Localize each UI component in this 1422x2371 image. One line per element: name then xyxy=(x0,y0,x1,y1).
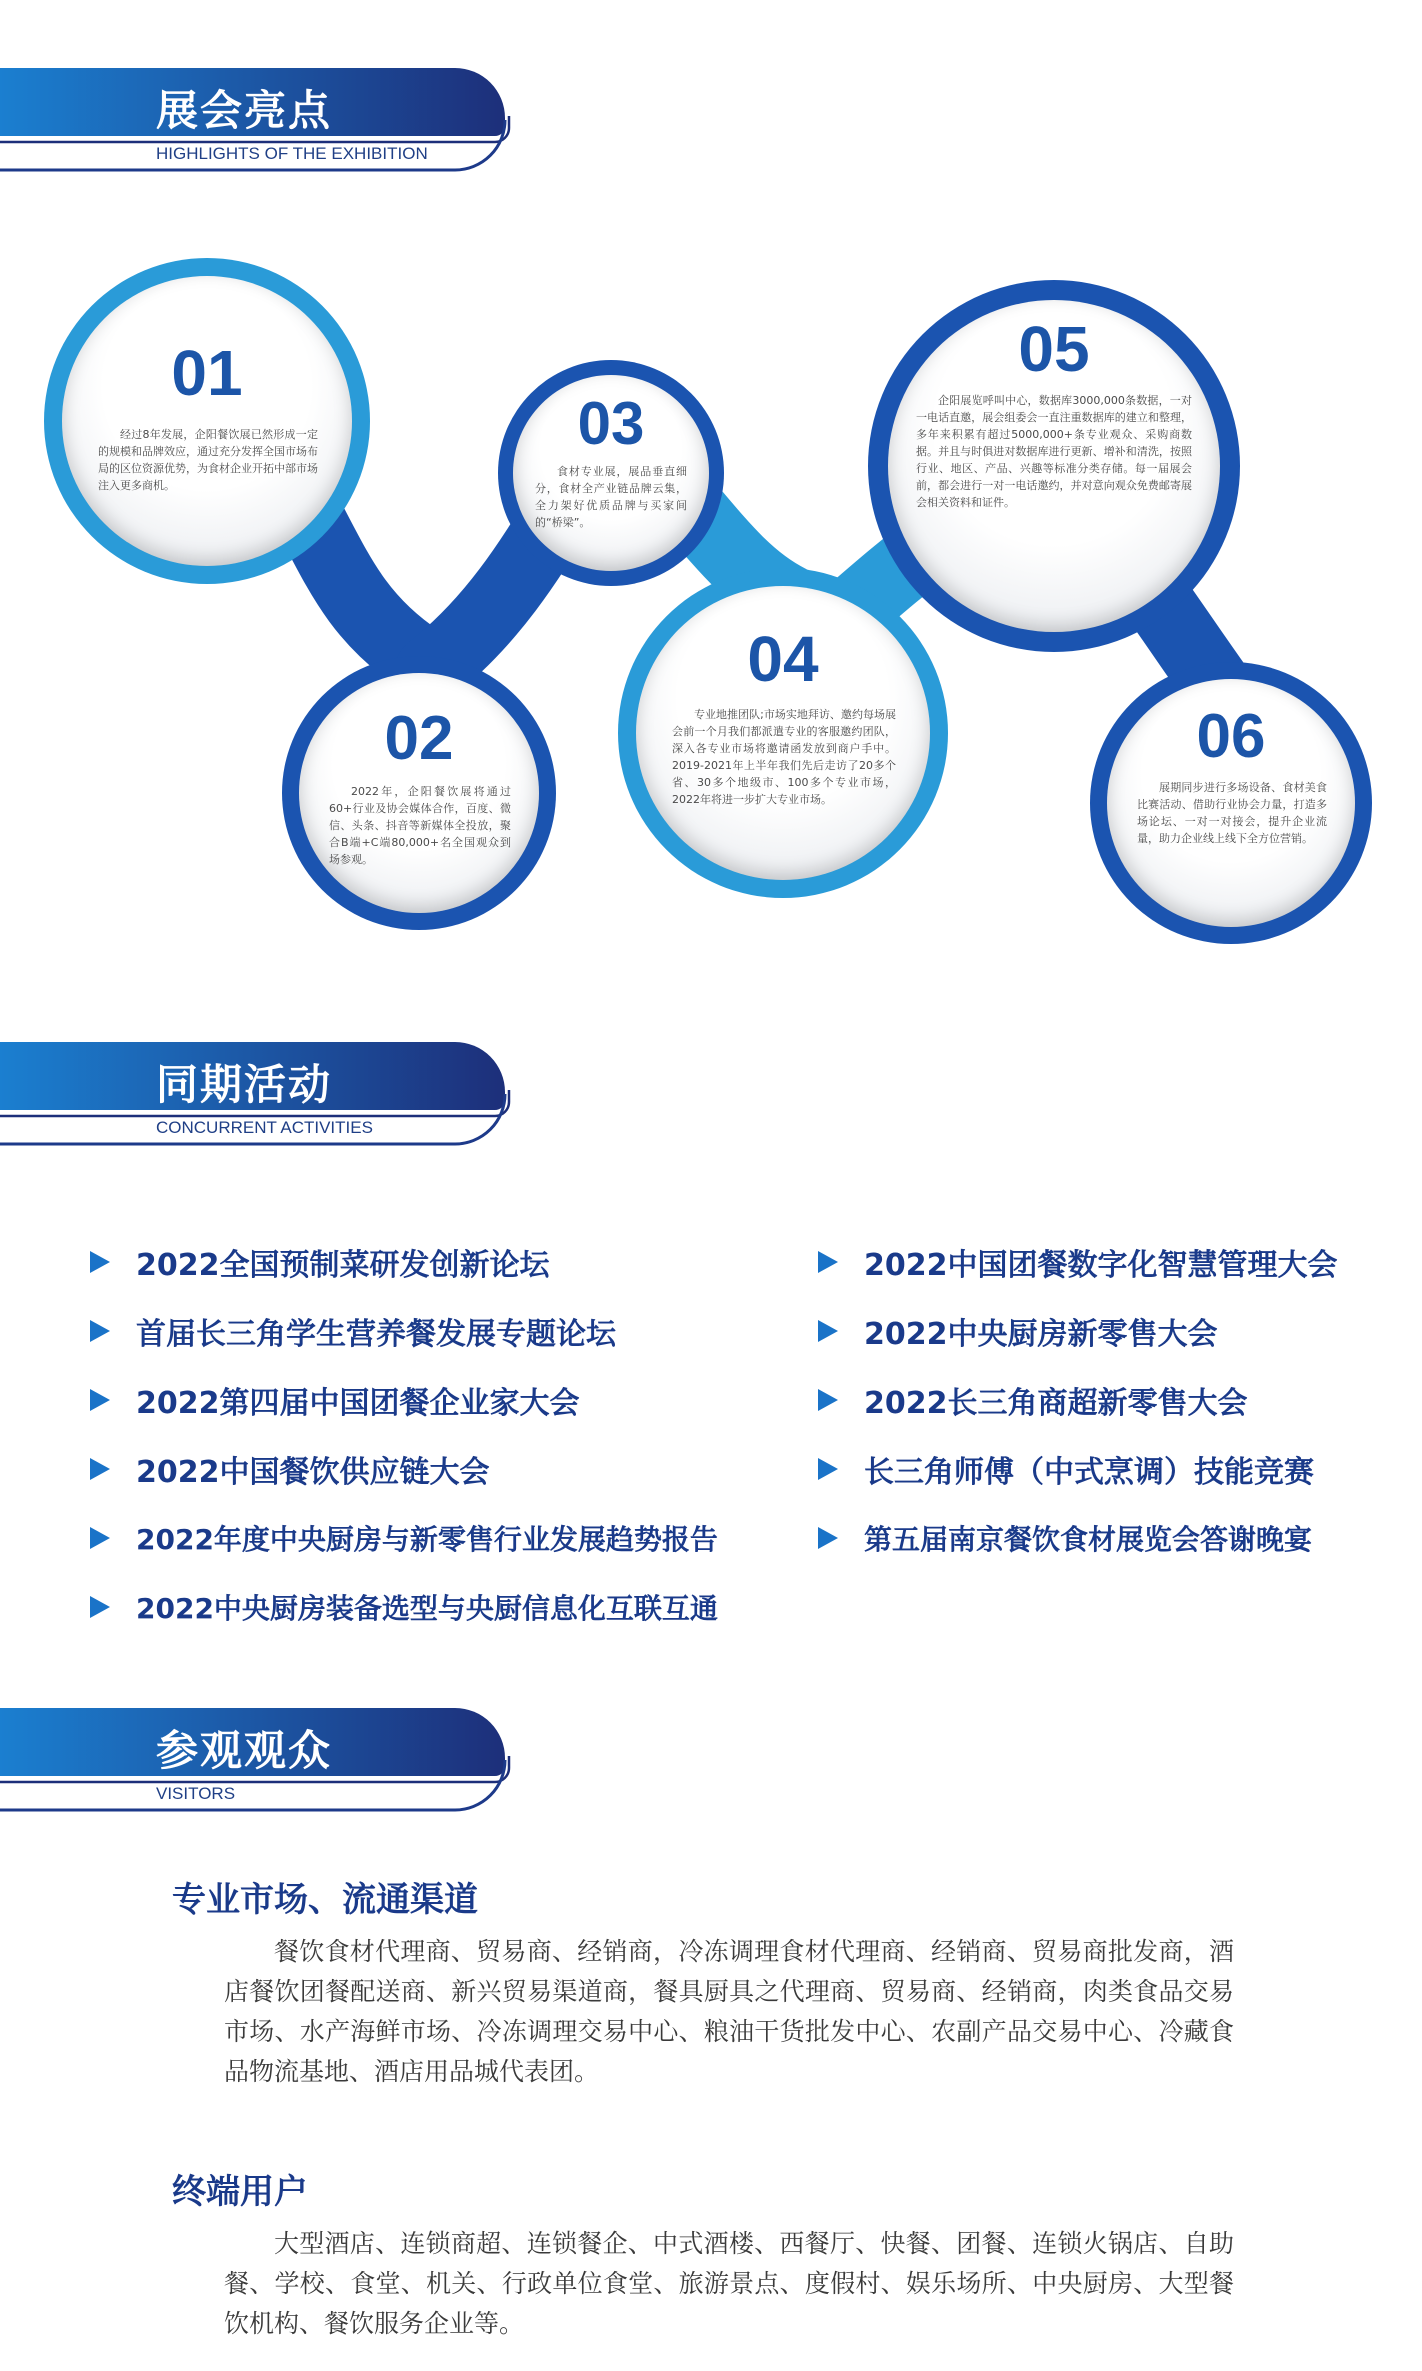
triangle-bullet-icon xyxy=(90,1389,110,1411)
highlight-number: 02 xyxy=(384,704,454,773)
section-title: 同期活动 xyxy=(156,1060,333,1109)
highlight-text: 企阳展览呼叫中心，数据库3000,000条数据，一对一电话直邀，展会组委会一直注重数据库的建立和整理，多年来积累有超过5000,000+条专业观众、采购商数据。并且与时俱进对数据库进行更新、增补和清洗，按照行业、地区、产品、兴趣等标准分类存储。每一届展会前，都会进行一对一电话邀约，并对意向观众免费邮寄展会相关资料和证件。 xyxy=(916,394,1192,509)
triangle-bullet-icon xyxy=(90,1320,110,1342)
highlight-circle-06 xyxy=(1090,662,1372,944)
highlight-circle-02 xyxy=(282,656,556,930)
activity-item xyxy=(818,1378,1248,1422)
highlight-number: 05 xyxy=(1018,313,1090,385)
section-subtitle: CONCURRENT ACTIVITIES xyxy=(156,1118,373,1137)
activity-item xyxy=(90,1240,550,1284)
triangle-bullet-icon xyxy=(818,1527,838,1549)
activity-label: 2022中国团餐数字化智慧管理大会 xyxy=(864,1248,1338,1283)
highlight-number: 03 xyxy=(577,390,645,457)
activity-item xyxy=(818,1309,1218,1353)
activity-label: 首届长三角学生营养餐发展专题论坛 xyxy=(136,1317,616,1352)
activity-label: 2022中央厨房装备选型与央厨信息化互联互通 xyxy=(136,1592,718,1625)
triangle-bullet-icon xyxy=(818,1251,838,1273)
visitor-heading: 专业市场、流通渠道 xyxy=(172,1880,478,1920)
visitor-paragraph: 大型酒店、连锁商超、连锁餐企、中式酒楼、西餐厅、快餐、团餐、连锁火锅店、自助餐、学校、食堂、机关、行政单位食堂、旅游景点、度假村、娱乐场所、中央厨房、大型餐饮机构、餐饮服务企业等。 xyxy=(224,2229,1234,2338)
visitor-heading: 终端用户 xyxy=(172,2172,308,2212)
activity-item xyxy=(90,1309,616,1353)
highlight-number: 01 xyxy=(171,337,243,409)
activity-item xyxy=(90,1516,718,1560)
highlight-text: 专业地推团队;市场实地拜访、邀约每场展会前一个月我们都派遣专业的客服邀约团队，深入各专业市场将邀请函发放到商户手中。2019-2021年上半年我们先后走访了20多个省、30多个地级市、100多个专业市场，2022年将进一步扩大专业市场。 xyxy=(672,708,896,806)
activity-label: 2022长三角商超新零售大会 xyxy=(864,1386,1248,1421)
activity-label: 2022中国餐饮供应链大会 xyxy=(136,1455,490,1490)
activity-label: 2022全国预制菜研发创新论坛 xyxy=(136,1248,550,1283)
activity-item xyxy=(818,1240,1338,1284)
section-header-highlights xyxy=(0,66,520,172)
activity-label: 2022年度中央厨房与新零售行业发展趋势报告 xyxy=(136,1523,718,1556)
activity-item xyxy=(90,1447,490,1491)
highlight-text: 经过8年发展，企阳餐饮展已然形成一定的规模和品牌效应，通过充分发挥全国市场布局的区位资源优势，为食材企业开拓中部市场注入更多商机。 xyxy=(98,428,318,492)
section-title: 参观观众 xyxy=(156,1726,333,1775)
triangle-bullet-icon xyxy=(90,1251,110,1273)
activity-label: 2022中央厨房新零售大会 xyxy=(864,1317,1218,1352)
visitor-paragraph: 餐饮食材代理商、贸易商、经销商，冷冻调理食材代理商、经销商、贸易商批发商，酒店餐饮团餐配送商、新兴贸易渠道商，餐具厨具之代理商、贸易商、经销商，肉类食品交易市场、水产海鲜市场、冷冻调理交易中心、粮油干货批发中心、农副产品交易中心、冷藏食品物流基地、酒店用品城代表团。 xyxy=(224,1937,1234,2086)
activity-label: 第五届南京餐饮食材展览会答谢晚宴 xyxy=(864,1523,1313,1556)
highlight-number: 04 xyxy=(747,623,819,695)
section-title: 展会亮点 xyxy=(156,86,333,135)
activity-item xyxy=(90,1378,580,1422)
triangle-bullet-icon xyxy=(818,1320,838,1342)
section-subtitle: HIGHLIGHTS OF THE EXHIBITION xyxy=(156,144,428,163)
section-header-activities xyxy=(0,1040,520,1146)
activity-label: 长三角师傅（中式烹调）技能竞赛 xyxy=(864,1455,1314,1490)
highlight-text: 展期同步进行多场设备、食材美食比赛活动、借助行业协会力量，打造多场论坛、一对一对接会，提升企业流量，助力企业线上线下全方位营销。 xyxy=(1137,781,1327,845)
section-header-visitors xyxy=(0,1706,520,1812)
section-subtitle: VISITORS xyxy=(156,1784,236,1803)
highlight-circle-05 xyxy=(868,280,1240,652)
highlight-number: 06 xyxy=(1196,702,1266,771)
activity-label: 2022第四届中国团餐企业家大会 xyxy=(136,1386,580,1421)
activity-item xyxy=(818,1447,1314,1491)
highlight-text: 食材专业展，展品垂直细分，食材全产业链品牌云集，全力架好优质品牌与买家间的“桥梁”。 xyxy=(535,465,687,529)
triangle-bullet-icon xyxy=(818,1458,838,1480)
triangle-bullet-icon xyxy=(90,1527,110,1549)
highlight-circle-01 xyxy=(44,258,370,584)
activity-item xyxy=(818,1516,1312,1560)
triangle-bullet-icon xyxy=(90,1596,110,1618)
highlight-circle-04 xyxy=(618,568,948,898)
highlights-diagram xyxy=(0,270,1422,970)
triangle-bullet-icon xyxy=(818,1389,838,1411)
triangle-bullet-icon xyxy=(90,1458,110,1480)
activity-item xyxy=(90,1585,718,1629)
highlight-text: 2022年，企阳餐饮展将通过60+行业及协会媒体合作，百度、微信、头条、抖音等新媒体全投放，聚合B端+C端80,000+名全国观众到场参观。 xyxy=(329,785,511,866)
highlight-circle-03 xyxy=(498,360,724,586)
